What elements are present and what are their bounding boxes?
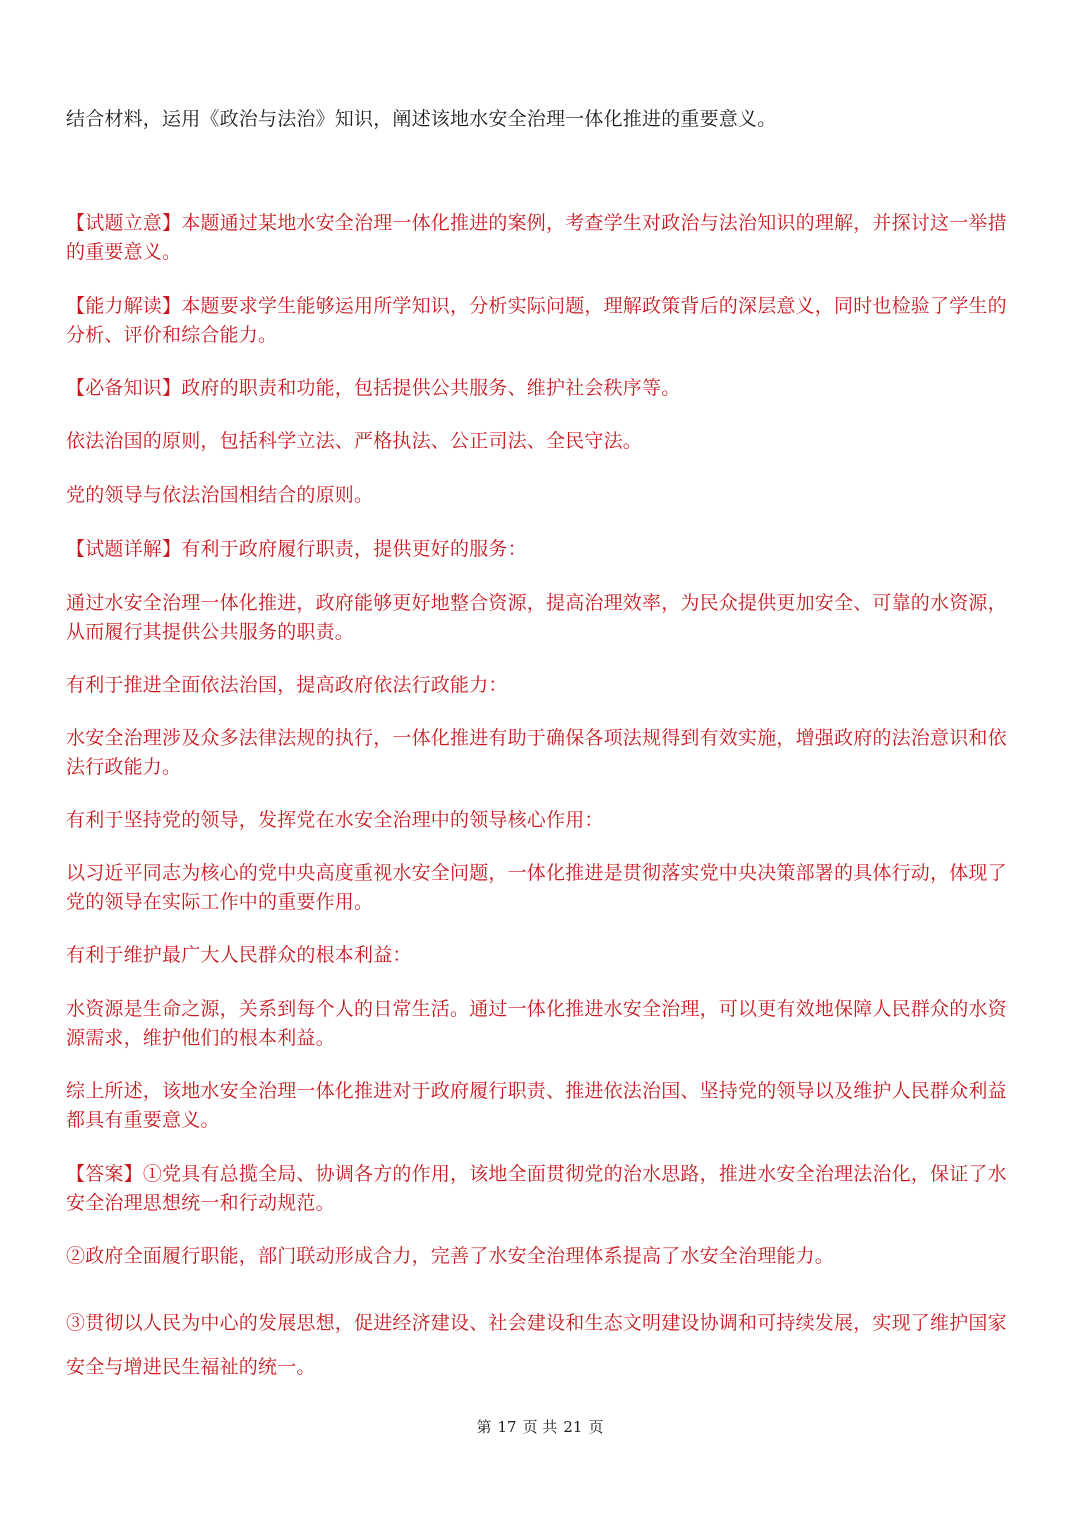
footer-prefix: 第 [476, 1418, 492, 1436]
ability-tag: 【能力解读】 [66, 295, 182, 317]
knowledge-paragraph [66, 374, 1016, 403]
intent-paragraph [66, 209, 1016, 267]
intent-tag: 【试题立意】 [66, 212, 182, 234]
footer-suffix: 页 [588, 1418, 604, 1436]
footer-page-number: 17 [497, 1418, 517, 1436]
ability-paragraph [66, 292, 1016, 350]
detail-tag: 【试题详解】 [66, 538, 182, 560]
detail-paragraph-8: 综上所述，该地水安全治理一体化推进对于政府履行职责、推进依法治国、坚持党的领导以及维护人民群众利益都具有重要意义。 [66, 1080, 1007, 1131]
detail-paragraph-2: 有利于推进全面依法治国，提高政府依法行政能力： [66, 674, 508, 696]
detail-paragraph-5: 以习近平同志为核心的党中央高度重视水安全问题，一体化推进是贯彻落实党中央决策部署的具体行动，体现了党的领导在实际工作中的重要作用。 [66, 862, 1007, 913]
knowledge-paragraph-2: 依法治国的原则，包括科学立法、严格执法、公正司法、全民守法。 [66, 430, 643, 452]
detail-paragraph-1: 通过水安全治理一体化推进，政府能够更好地整合资源，提高治理效率，为民众提供更加安全、可靠的水资源，从而履行其提供公共服务的职责。 [66, 592, 1007, 643]
intent-text: 本题通过某地水安全治理一体化推进的案例，考查学生对政治与法治知识的理解，并探讨这一举措的重要意义。 [66, 212, 1007, 263]
detail-paragraph-4: 有利于坚持党的领导，发挥党在水安全治理中的领导核心作用： [66, 809, 604, 831]
detail-paragraph [66, 535, 1016, 564]
detail-text: 有利于政府履行职责，提供更好的服务： [181, 538, 527, 560]
answer-paragraph-3: ③贯彻以人民为中心的发展思想，促进经济建设、社会建设和生态文明建设协调和可持续发展，实现了维护国家安全与增进民生福祉的统一。 [66, 1312, 1007, 1378]
ability-text: 本题要求学生能够运用所学知识，分析实际问题，理解政策背后的深层意义，同时也检验了学生的分析、评价和综合能力。 [66, 295, 1007, 346]
question-text: 结合材料，运用《政治与法治》知识，阐述该地水安全治理一体化推进的重要意义。 [66, 108, 777, 130]
detail-paragraph-3: 水安全治理涉及众多法律法规的执行，一体化推进有助于确保各项法规得到有效实施，增强政府的法治意识和依法行政能力。 [66, 727, 1007, 778]
answer-paragraph-2: ②政府全面履行职能，部门联动形成合力，完善了水安全治理体系提高了水安全治理能力。 [66, 1245, 835, 1267]
knowledge-tag: 【必备知识】 [66, 377, 182, 399]
answer-tag: 【答案】 [66, 1163, 143, 1185]
answer-text: ①党具有总揽全局、协调各方的作用，该地全面贯彻党的治水思路，推进水安全治理法治化，保证了水安全治理思想统一和行动规范。 [66, 1163, 1007, 1214]
knowledge-paragraph-3: 党的领导与依法治国相结合的原则。 [66, 484, 374, 506]
footer-mid: 页 共 [522, 1418, 558, 1436]
detail-paragraph-6: 有利于维护最广大人民群众的根本利益： [66, 944, 412, 966]
detail-paragraph-7: 水资源是生命之源，关系到每个人的日常生活。通过一体化推进水安全治理，可以更有效地保障人民群众的水资源需求，维护他们的根本利益。 [66, 998, 1007, 1049]
answer-paragraph [66, 1160, 1016, 1218]
page-footer [0, 1416, 1080, 1437]
footer-total-pages: 21 [563, 1418, 583, 1436]
knowledge-text: 政府的职责和功能，包括提供公共服务、维护社会秩序等。 [181, 377, 681, 399]
